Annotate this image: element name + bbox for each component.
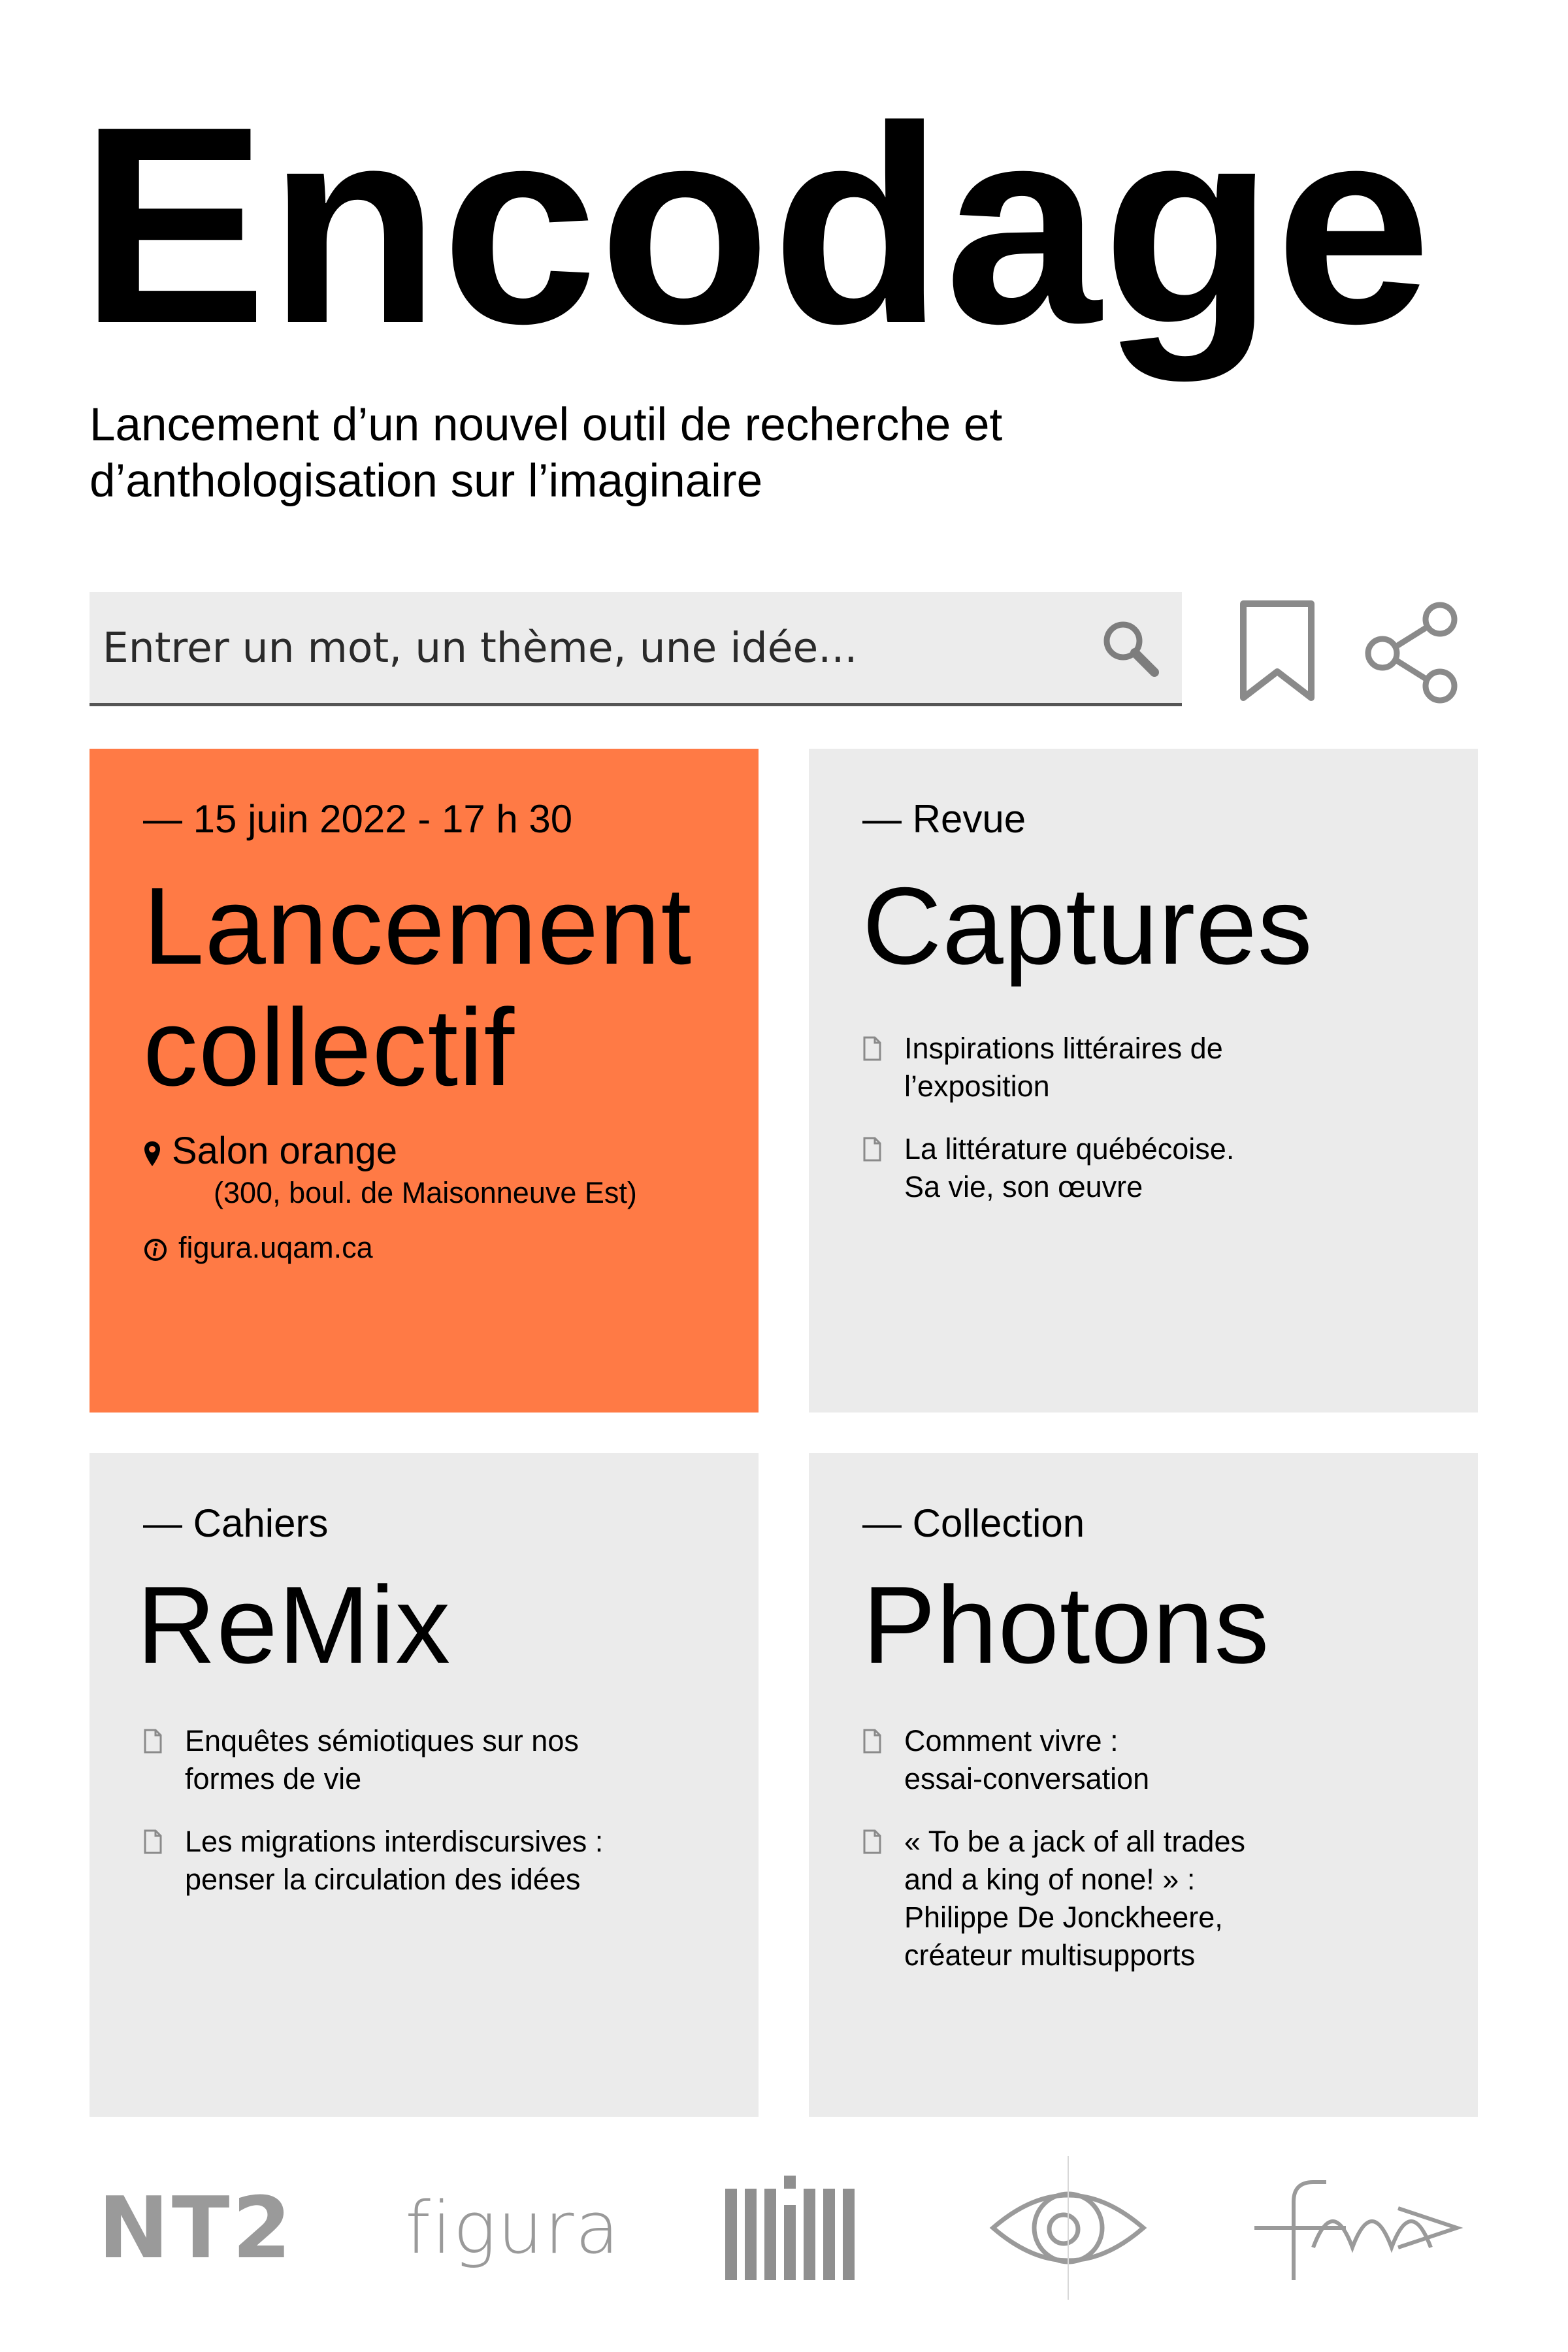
search-bar	[90, 592, 1182, 706]
card-kicker: — Cahiers	[143, 1501, 329, 1545]
crilcq-logo	[719, 2156, 862, 2300]
list-item[interactable]	[862, 1823, 1450, 1974]
info-icon	[143, 1237, 168, 1262]
item-line: Enquêtes sémiotiques sur nos	[185, 1724, 579, 1757]
share-icon[interactable]	[1360, 600, 1465, 704]
list-item[interactable]	[862, 1722, 1450, 1798]
event-heading	[143, 865, 692, 1108]
card-heading: Photons	[862, 1563, 1270, 1686]
location-pin-icon	[143, 1140, 161, 1168]
card-heading: ReMix	[137, 1563, 451, 1686]
location-name: Salon orange	[172, 1130, 398, 1172]
list-item[interactable]	[862, 1030, 1450, 1105]
figura-logo-text: figura	[405, 2186, 621, 2270]
location-address: (300, boul. de Maisonneuve Est)	[214, 1176, 637, 1209]
list-item[interactable]	[143, 1823, 731, 1899]
document-icon	[143, 1829, 163, 1854]
eye-logo	[987, 2156, 1150, 2300]
card-heading: Captures	[862, 864, 1313, 987]
item-line: créateur multisupports	[904, 1938, 1196, 1972]
card-item-list	[862, 1030, 1450, 1231]
item-line: Sa vie, son œuvre	[904, 1170, 1143, 1203]
event-date: — 15 juin 2022 - 17 h 30	[143, 797, 573, 841]
item-line: Philippe De Jonckheere,	[904, 1901, 1223, 1934]
card-item-list	[143, 1722, 731, 1923]
event-heading-line-2: collectif	[143, 986, 515, 1109]
page-subtitle	[90, 397, 1200, 510]
document-icon	[862, 1829, 882, 1854]
card-remix[interactable]	[90, 1453, 759, 2117]
document-icon	[862, 1729, 882, 1754]
event-heading-line-1: Lancement	[143, 864, 693, 987]
item-line: penser la circulation des idées	[185, 1863, 581, 1896]
nt2-logo-text: NT2	[98, 2178, 294, 2278]
item-line: formes de vie	[185, 1762, 362, 1795]
fmw-logo	[1248, 2156, 1477, 2300]
item-line: l’exposition	[904, 1070, 1050, 1103]
list-item[interactable]	[143, 1722, 731, 1798]
bookmark-icon[interactable]	[1238, 600, 1316, 704]
list-item[interactable]	[862, 1130, 1450, 1206]
page-title: Encodage	[80, 69, 1433, 382]
search-input[interactable]	[90, 592, 1077, 703]
card-kicker: — Collection	[862, 1501, 1085, 1545]
card-photons[interactable]	[809, 1453, 1478, 2117]
card-kicker: — Revue	[862, 797, 1026, 841]
website-link[interactable]: figura.uqam.ca	[178, 1231, 373, 1264]
item-line: La littérature québécoise.	[904, 1132, 1235, 1166]
event-location	[143, 1130, 397, 1173]
item-line: Comment vivre :	[904, 1724, 1119, 1757]
document-icon	[143, 1729, 163, 1754]
document-icon	[862, 1036, 882, 1061]
search-icon	[1097, 615, 1162, 680]
subtitle-line-2: d’anthologisation sur l’imaginaire	[90, 455, 763, 507]
item-line: and a king of none! » :	[904, 1863, 1196, 1896]
event-card[interactable]	[90, 749, 759, 1413]
document-icon	[862, 1137, 882, 1162]
card-captures[interactable]	[809, 749, 1478, 1413]
card-item-list	[862, 1722, 1450, 1999]
item-line: Inspirations littéraires de	[904, 1032, 1223, 1065]
subtitle-line-1: Lancement d’un nouvel outil de recherche et	[90, 399, 1003, 451]
event-website[interactable]	[143, 1230, 373, 1266]
item-line: essai-conversation	[904, 1762, 1150, 1795]
figura-logo	[405, 2156, 621, 2300]
item-line: Les migrations interdiscursives :	[185, 1825, 604, 1858]
nt2-logo	[91, 2156, 301, 2300]
item-line: « To be a jack of all trades	[904, 1825, 1245, 1858]
search-button[interactable]	[1077, 592, 1182, 703]
